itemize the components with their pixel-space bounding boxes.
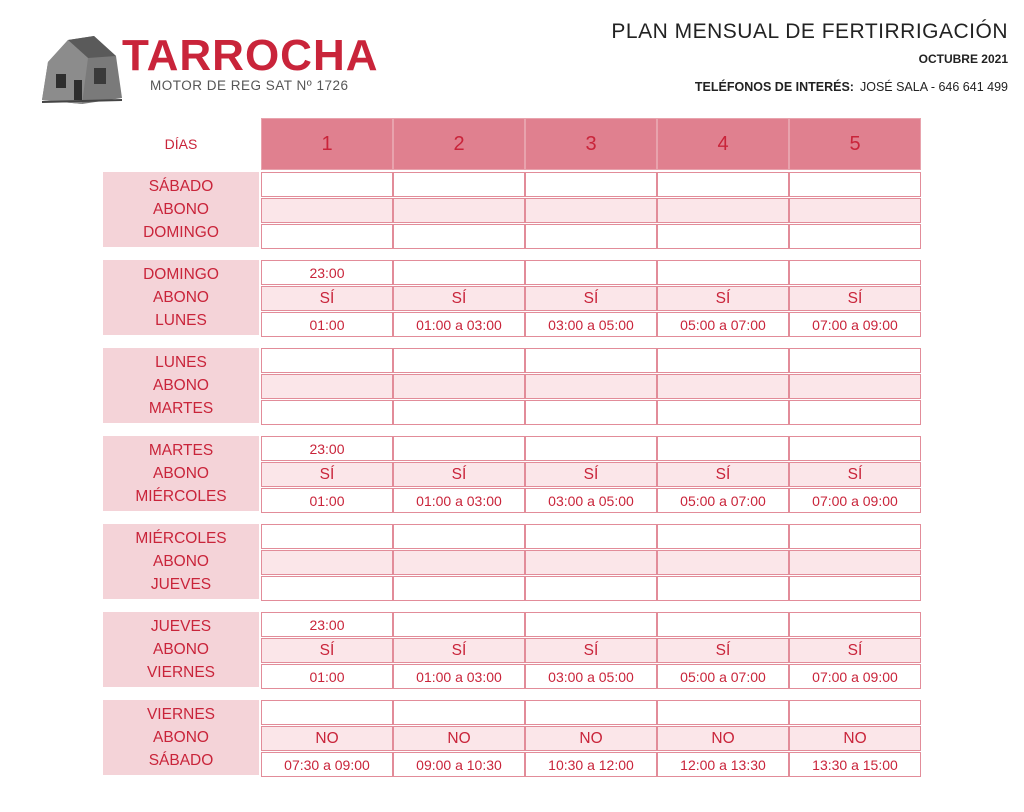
schedule-cell: [525, 260, 657, 285]
schedule-cell: [657, 524, 789, 549]
day-label-line: JUEVES: [150, 618, 212, 635]
day-label-line: VIERNES: [146, 664, 216, 681]
schedule-cell: 07:30 a 09:00: [261, 752, 393, 777]
house-icon: [38, 28, 128, 110]
schedule-cell: [261, 550, 393, 575]
schedule-cell: NO: [789, 726, 921, 751]
day-group-label: [103, 612, 259, 687]
phones-value: JOSÉ SALA - 646 641 499: [859, 80, 1008, 94]
schedule-cell: [393, 436, 525, 461]
schedule-cell: [261, 172, 393, 197]
schedule-cell: NO: [393, 726, 525, 751]
schedule-cell: [789, 550, 921, 575]
schedule-cell: [393, 348, 525, 373]
day-group-label: [103, 260, 259, 335]
day-label-line: MARTES: [148, 442, 214, 459]
schedule-cell: [261, 224, 393, 249]
schedule-cell: 09:00 a 10:30: [393, 752, 525, 777]
schedule-cell: [525, 348, 657, 373]
schedule-cell: [393, 700, 525, 725]
schedule-cell: [525, 198, 657, 223]
day-label-line: SÁBADO: [148, 752, 214, 769]
schedule-cell: SÍ: [393, 286, 525, 311]
schedule-cell: NO: [261, 726, 393, 751]
schedule-cell: [525, 224, 657, 249]
day-label-line: ABONO: [153, 465, 209, 482]
schedule-cell: SÍ: [525, 286, 657, 311]
tarrocha-logo: [38, 28, 379, 110]
schedule-cell: SÍ: [393, 638, 525, 663]
schedule-cell: 23:00: [261, 260, 393, 285]
day-label-line: ABONO: [153, 201, 209, 218]
schedule-cell: SÍ: [789, 638, 921, 663]
month-label: OCTUBRE 2021: [918, 52, 1008, 66]
day-label-line: ABONO: [153, 289, 209, 306]
schedule-cell: 01:00 a 03:00: [393, 488, 525, 513]
schedule-cell: [393, 400, 525, 425]
schedule-cell: SÍ: [789, 462, 921, 487]
schedule-cell: 01:00 a 03:00: [393, 664, 525, 689]
schedule-cell: [261, 400, 393, 425]
schedule-cell: SÍ: [261, 638, 393, 663]
schedule-cell: SÍ: [525, 638, 657, 663]
schedule-cell: [789, 260, 921, 285]
schedule-cell: [261, 198, 393, 223]
schedule-cell: [525, 576, 657, 601]
day-group-label: [103, 436, 259, 511]
days-header: DÍAS: [164, 136, 198, 152]
column-header-4: 4: [657, 118, 789, 170]
schedule-cell: [393, 198, 525, 223]
schedule-cell: [657, 224, 789, 249]
schedule-cell: SÍ: [657, 638, 789, 663]
day-label-line: JUEVES: [150, 576, 212, 593]
schedule-cell: 10:30 a 12:00: [525, 752, 657, 777]
schedule-cell: SÍ: [789, 286, 921, 311]
day-label-line: MARTES: [148, 400, 214, 417]
day-label-line: MIÉRCOLES: [135, 488, 227, 505]
schedule-cell: [261, 348, 393, 373]
schedule-cell: [525, 172, 657, 197]
schedule-cell: SÍ: [393, 462, 525, 487]
schedule-cell: SÍ: [657, 286, 789, 311]
schedule-cell: 05:00 a 07:00: [657, 488, 789, 513]
day-label-line: ABONO: [153, 729, 209, 746]
schedule-cell: [393, 374, 525, 399]
column-header-3: 3: [525, 118, 657, 170]
day-group-label: [103, 348, 259, 423]
day-group-label: [103, 172, 259, 247]
day-label-line: LUNES: [155, 354, 207, 371]
schedule-cell: 01:00: [261, 488, 393, 513]
schedule-cell: [657, 172, 789, 197]
schedule-cell: [657, 374, 789, 399]
schedule-cell: 23:00: [261, 436, 393, 461]
schedule-cell: [657, 700, 789, 725]
schedule-cell: [261, 374, 393, 399]
schedule-cell: [525, 700, 657, 725]
day-group-label: [103, 700, 259, 775]
schedule-cell: [657, 400, 789, 425]
day-label-line: MIÉRCOLES: [135, 530, 227, 547]
schedule-cell: [657, 612, 789, 637]
schedule-cell: 03:00 a 05:00: [525, 312, 657, 337]
schedule-cell: 05:00 a 07:00: [657, 664, 789, 689]
schedule-cell: [393, 172, 525, 197]
schedule-cell: NO: [525, 726, 657, 751]
schedule-cell: 23:00: [261, 612, 393, 637]
schedule-cell: 01:00 a 03:00: [393, 312, 525, 337]
schedule-cell: 03:00 a 05:00: [525, 488, 657, 513]
schedule-cell: [393, 524, 525, 549]
schedule-cell: SÍ: [261, 286, 393, 311]
day-label-line: ABONO: [153, 641, 209, 658]
schedule-cell: [261, 700, 393, 725]
schedule-cell: [657, 260, 789, 285]
day-label-line: SÁBADO: [148, 178, 214, 195]
schedule-cell: 03:00 a 05:00: [525, 664, 657, 689]
schedule-cell: [657, 576, 789, 601]
column-header-5: 5: [789, 118, 921, 170]
schedule-cell: [789, 576, 921, 601]
phones-label: TELÉFONOS DE INTERÉS:: [694, 80, 854, 94]
schedule-cell: [393, 224, 525, 249]
schedule-cell: [525, 550, 657, 575]
schedule-cell: [393, 550, 525, 575]
day-label-line: ABONO: [153, 377, 209, 394]
schedule-cell: 01:00: [261, 664, 393, 689]
schedule-cell: [789, 400, 921, 425]
page-title: PLAN MENSUAL DE FERTIRRIGACIÓN: [611, 20, 1008, 43]
schedule-cell: [525, 436, 657, 461]
schedule-cell: SÍ: [525, 462, 657, 487]
schedule-cell: SÍ: [261, 462, 393, 487]
day-label-line: VIERNES: [146, 706, 216, 723]
schedule-cell: 07:00 a 09:00: [789, 664, 921, 689]
schedule-cell: [261, 524, 393, 549]
schedule-cell: [789, 172, 921, 197]
schedule-cell: [525, 524, 657, 549]
schedule-cell: [789, 224, 921, 249]
schedule-cell: [789, 436, 921, 461]
schedule-cell: 07:00 a 09:00: [789, 312, 921, 337]
schedule-cell: 05:00 a 07:00: [657, 312, 789, 337]
schedule-cell: [789, 700, 921, 725]
schedule-cell: [525, 374, 657, 399]
day-label-line: LUNES: [155, 312, 207, 329]
schedule-cell: 13:30 a 15:00: [789, 752, 921, 777]
schedule-cell: 01:00: [261, 312, 393, 337]
day-group-label: [103, 524, 259, 599]
schedule-cell: [657, 436, 789, 461]
schedule-cell: NO: [657, 726, 789, 751]
brand-subtitle: MOTOR DE REG SAT Nº 1726: [150, 78, 349, 93]
schedule-cell: [525, 400, 657, 425]
day-label-line: DOMINGO: [143, 266, 219, 283]
schedule-cell: [657, 550, 789, 575]
schedule-cell: [789, 198, 921, 223]
column-header-2: 2: [393, 118, 525, 170]
schedule-cell: [525, 612, 657, 637]
schedule-cell: [393, 612, 525, 637]
schedule-cell: 07:00 a 09:00: [789, 488, 921, 513]
schedule-cell: 12:00 a 13:30: [657, 752, 789, 777]
phones-line: [695, 80, 1008, 94]
schedule-cell: [261, 576, 393, 601]
schedule-cell: [657, 198, 789, 223]
day-label-line: DOMINGO: [143, 224, 219, 241]
schedule-cell: [657, 348, 789, 373]
column-header-1: 1: [261, 118, 393, 170]
schedule-cell: [393, 260, 525, 285]
schedule-cell: [789, 612, 921, 637]
schedule-cell: [393, 576, 525, 601]
schedule-cell: SÍ: [657, 462, 789, 487]
day-label-line: ABONO: [153, 553, 209, 570]
schedule-cell: [789, 374, 921, 399]
schedule-cell: [789, 348, 921, 373]
brand-name: TARROCHA: [122, 31, 379, 80]
schedule-cell: [789, 524, 921, 549]
